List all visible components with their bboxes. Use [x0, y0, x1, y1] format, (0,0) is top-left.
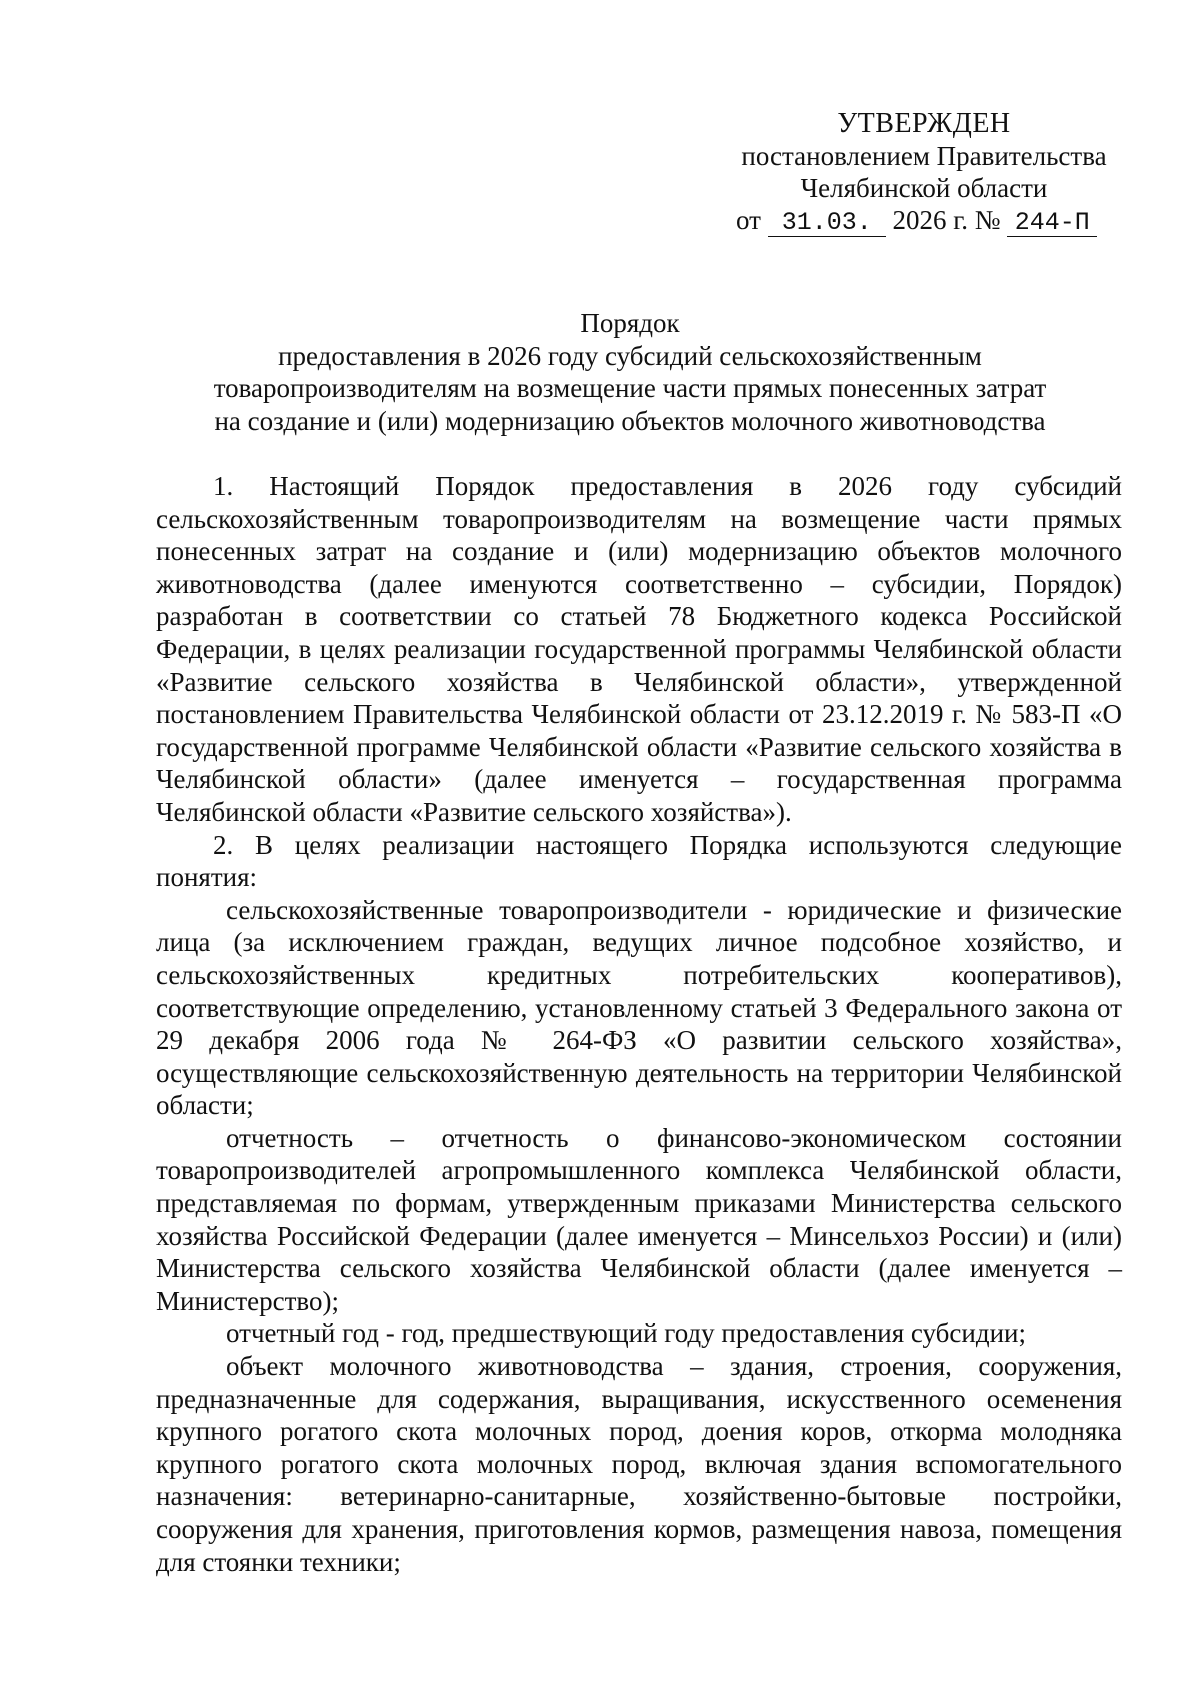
title-line-1: Порядок	[580, 308, 680, 338]
approval-year-label: 2026 г. №	[892, 205, 1001, 235]
paragraph-1: 1. Настоящий Порядок предоставления в 2026 году субсидий сельскохозяйственным товаропроизводителям на возмещение части прямых понесенных затрат на создание и (или) модернизацию объектов молочного животноводства (далее именуются соответственно – субсидии, Порядок) разработан в соответствии со статьей 78 Бюджетного кодекса Российской Федерации, в целях реализации государственной программы Челябинской области «Развитие сельского хозяйства в Челябинской области», утвержденной постановлением Правительства Челябинской области от 23.12.2019 г. № 583-П «О государственной программе Челябинской области «Развитие сельского хозяйства в Челябинской области» (далее именуется – государственная программа Челябинской области «Развитие сельского хозяйства»).	[156, 471, 1122, 827]
definition-reporting: отчетность – отчетность о финансово-экономическом состоянии товаропроизводителей агропромышленного комплекса Челябинской области, представляемая по формам, утвержденным приказами Министерства сельского хозяйства Российской Федерации (далее именуется – Минсельхоз России) и (или) Министерства сельского хозяйства Челябинской области (далее именуется – Министерство);	[156, 1122, 1122, 1316]
title-line-4: на создание и (или) модернизацию объектов молочного животноводства	[214, 405, 1046, 436]
approval-heading: УТВЕРЖДЕН	[837, 108, 1011, 139]
title-line-2: предоставления в 2026 году субсидий сельскохозяйственным	[278, 340, 982, 371]
title-line-3: товаропроизводителям на возмещение части прямых понесенных затрат	[213, 373, 1047, 403]
approval-date-prefix: от	[736, 205, 761, 235]
document-title	[150, 307, 1110, 437]
document-body	[156, 470, 1122, 1578]
approval-date-field: 31.03.	[768, 210, 886, 237]
definition-producers: сельскохозяйственные товаропроизводители - юридические и физические лица (за исключением граждан, ведущих личное подсобное хозяйство, и сельскохозяйственных кредитных потребительских кооперативов), соответствующие определению, установленному статьей 3 Федерального закона от 29 декабря 2006 года № 264-ФЗ «О развитии сельского хозяйства», осуществляющие сельскохозяйственную деятельность на территории Челябинской области;	[156, 894, 1122, 1121]
approval-stamp-block	[724, 108, 1124, 237]
approval-number-field: 244-П	[1007, 210, 1097, 237]
approval-line-resolution: постановлением Правительства	[741, 141, 1107, 171]
approval-line-region: Челябинской области	[800, 173, 1048, 203]
definition-reporting-year: отчетный год - год, предшествующий году предоставления субсидии;	[226, 1318, 1026, 1349]
paragraph-2: 2. В целях реализации настоящего Порядка используются следующие понятия:	[156, 829, 1122, 893]
approval-date-line	[724, 204, 1124, 237]
definition-dairy-facility: объект молочного животноводства – здания, строения, сооружения, предназначенные для содержания, выращивания, искусственного осеменения крупного рогатого скота молочных пород, доения коров, откорма молодняка крупного рогатого скота молочных пород, включая здания вспомогательного назначения: ветеринарно-санитарные, хозяйственно-бытовые постройки, сооружения для хранения, приготовления кормов, размещения навоза, помещения для стоянки техники;	[156, 1351, 1122, 1577]
